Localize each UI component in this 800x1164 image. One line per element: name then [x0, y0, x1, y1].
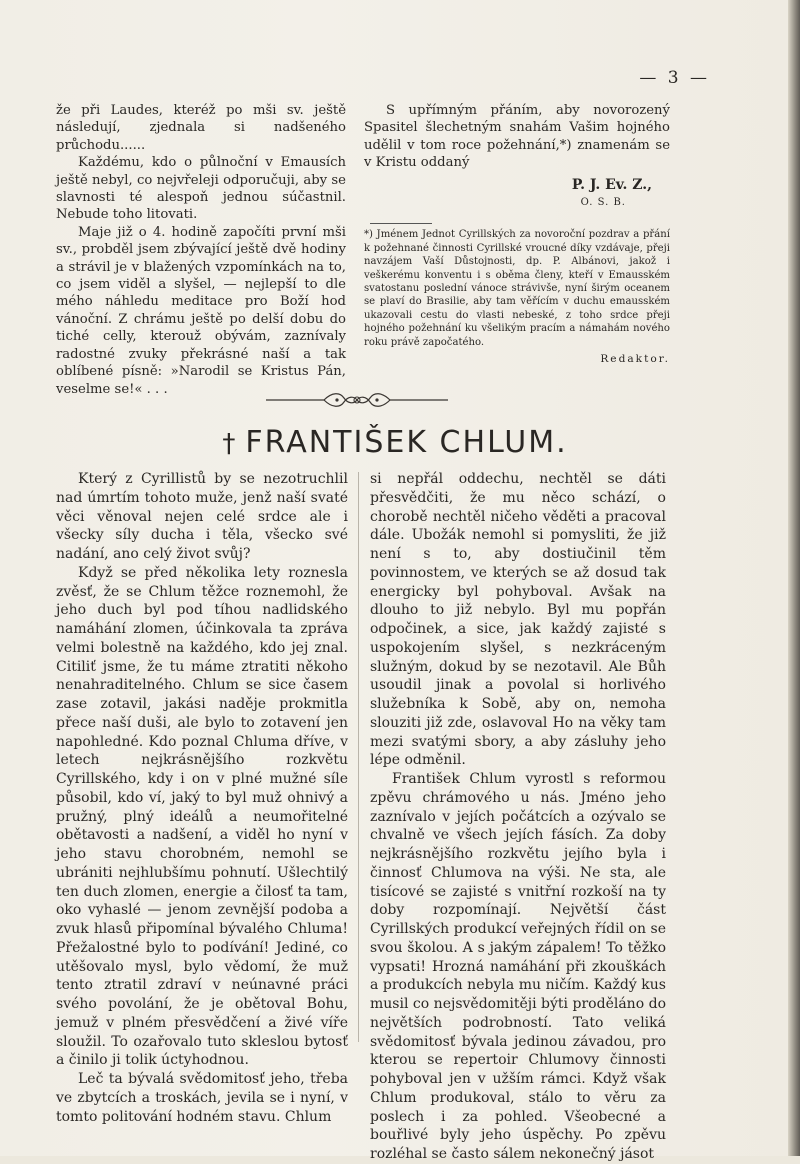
article-title	[0, 425, 790, 460]
letter-continuation	[56, 102, 346, 398]
paragraph: Maje již o 4. hodině započíti první mši sv., probděl jsem zbývající ještě dvě hodiny a strávil je v blažených vzpomínkách na to, co jsem viděl a slyšel, — nejlepší to dle mého náhledu meditace pro Boží hod vánoční. Z chrámu ještě po delší dobu do tiché celly, kterouž obývám, zaznívaly radostné zvuky překrásné naší a tak oblíbené písně: »Narodil se Kristus Pán, veselme se!« . . .	[56, 224, 346, 397]
paragraph: si nepřál oddechu, nechtěl se dáti přesvědčiti, že mu něco schází, o chorobě nechtěl ničeho věděti a pracoval dále. Ubožák nemohl si pomysliti, že již není s to, aby dostiučinil těm povinnostem, ve kterých se až dosud tak energicky byl pohyboval. Avšak na dlouho to již nebylo. Byl mu popřán odpočinek, a sice, jak každý zajisté s uspokojením slyšel, s nezkráceným služným, dokud by se nezotavil. Ale Bůh usoudil jinak a povolal si horlivého služebníka k Sobě, aby on, nemoha slouziti již zde, oslavoval Ho na věky tam mezi svatými sbory, a aby zásluhy jeho lépe odměnil.	[370, 471, 666, 769]
paragraph: Který z Cyrillistů by se nezotruchlil nad úmrtím tohoto muže, jenž naší svaté věci věnoval nejen celé srdce ale i všecky síly ducha i těla, všecko své nadání, ano celý život svůj?	[56, 471, 348, 562]
article-title-text: FRANTIŠEK CHLUM.	[245, 425, 568, 460]
order-abbreviation: O. S. B.	[580, 197, 626, 209]
letter-closing	[364, 102, 670, 369]
paragraph: Když se před několika lety roznesla zvěsť, že se Chlum těžce roznemohl, že jeho duch byl pod tíhou nadlidského namáhání zlomen, účinkovala ta zpráva velmi bolestně na každého, kdo jej znal. Citiliť jsme, že tu máme ztratiti někoho nenahraditelného. Chlum se sice časem zase zotavil, jakási naděje prokmitla přece naší duši, ale bylo to zotavení jen napohledné. Kdo poznal Chluma dříve, v letech nejkrásnějšího rozkvětu Cyrillského, kdy i on v plné mužné síle působil, kdo ví, jaký to byl muž ohnivý a pružný, plný ideálů a neumořitelné obětavosti a nadšení, a viděl ho nyní v jeho stavu chorobném, nemohl se ubrániti nejhlubšímu pohnutí. Ušlechtilý ten duch zlomen, energie a čilosť ta tam, oko vyhaslé — jenom zevnější podoba a zvuk hlasů připomínal bývalého Chluma! Přežalostné bylo to podívání! Jediné, co utěšovalo mysl, bylo vědomí, že muž tento ztratil zdraví v neúnavné práci svého povolání, že je obětoval Bohu, jemuž v plném přesvědčení a živé víře sloužil. To ozařovalo tuto skleslou bytosť a činilo ji tolik úctyhodnou.	[56, 564, 348, 1069]
editor-signature: Redaktor.	[600, 353, 670, 366]
paragraph: Leč ta bývalá svědomitosť jeho, třeba ve zbytcích a troskách, jevila se i nyní, v tomto politování hodném stavu. Chlum	[56, 1071, 348, 1125]
page-edge	[788, 0, 800, 1156]
footnote: *) Jménem Jednot Cyrillských za novoroční pozdrav a přání k požehnané činnosti Cyrillské vroucné díky vzdávaje, přeji navzájem Vaší Důstojnosti, dp. P. Albánovi, jakož i veškerému konventu i s oběma členy, kteří v Emausském svatostanu poslední vánoce strávivše, nyní širým oceanem se plaví do Brasilie, aby tam věřícím v duchu emausském ukazovali cestu do vlasti nebeské, z toho srdce přeji hojného požehnání ku všelikým pracím a námahám nového roku právě započatého.	[364, 229, 670, 348]
page-number: — 3 —	[639, 68, 710, 88]
paragraph: František Chlum vyrostl s reformou zpěvu chrámového u nás. Jméno jeho zaznívalo v jejích počátcích a ozývalo se chvalně ve všech jejích fásích. Za doby nejkrásnějšího rozkvětu jejího byla i činnosť Chlumova na výši. Ne sta, ale tisícové se zajisté s vnitřní rozkoší na ty doby rozpomínají. Největší část Cyrillských produkcí veřejných řídil on se svou školou. A s jakým zápalem! To těžko vypsati! Hrozná namáhání při zkouškách a produkcích nebyla mu ničím. Každý kus musil co nejsvědomitěji býti proděláno do největších podrobností. Tato veliká svědomitosť bývala jedinou závadou, pro kterou se repertoir Chlumovy činnosti pohyboval jen v užším rámci. Když však Chlum produkoval, stálo to věru za poslech i za pohled. Všeobecné a bouřlivé byly jeho úspěchy. Po zpěvu rozléhal se často sálem nekonečný jásot	[370, 771, 666, 1162]
footnote-rule	[370, 223, 432, 224]
paragraph: že při Laudes, kteréž po mši sv. ještě následují, zjednala si nadšeného průchodu......	[56, 103, 346, 153]
letter-text: S upřímným přáním, aby novorozený Spasitel šlechetným snahám Vašim hojného udělil v tom roce požehnání,*) znamenám se v Kristu oddaný	[364, 103, 670, 171]
ornament-divider	[262, 388, 452, 412]
paragraph: Každému, kdo o půlnoční v Emausích ještě nebyl, co nejvřeleji odporučuji, aby se slavnosti té alespoň jednou súčastnil. Nebude toho litovati.	[56, 155, 346, 223]
article-column-right	[370, 470, 666, 1164]
column-divider	[358, 472, 359, 1042]
article-column-left	[56, 470, 348, 1126]
cross-icon: †	[222, 429, 238, 459]
signature: P. J. Ev. Z.,	[571, 176, 652, 193]
